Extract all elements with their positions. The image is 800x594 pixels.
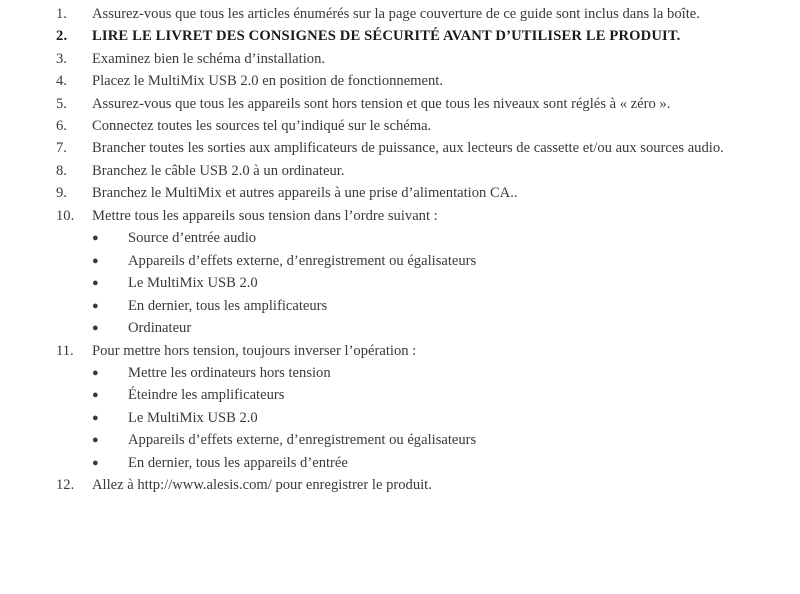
step-number: 1. — [56, 6, 67, 22]
list-item-safety-warning — [0, 25, 800, 47]
sub-list-item — [0, 384, 800, 407]
sub-item-text: Mettre les ordinateurs hors tension — [128, 364, 331, 381]
step-text: Assurez-vous que tous les appareils sont hors tension et que tous les niveaux sont réglés à « zéro ». — [92, 95, 671, 112]
bullet-icon: ● — [92, 456, 99, 469]
bullet-icon: ● — [92, 434, 99, 447]
bullet-icon: ● — [92, 322, 99, 335]
step-text: Brancher toutes les sorties aux amplificateurs de puissance, aux lecteurs de cassette et/ou aux sources audio. — [92, 140, 724, 157]
sub-item-text: En dernier, tous les appareils d’entrée — [128, 454, 348, 471]
step-number: 3. — [56, 50, 67, 67]
sub-list-item — [0, 250, 800, 273]
list-item — [0, 474, 800, 496]
step-text: Branchez le MultiMix et autres appareils à une prise d’alimentation CA.. — [92, 185, 518, 202]
bullet-icon: ● — [92, 232, 99, 245]
step-number: 9. — [56, 185, 67, 202]
step-text: Branchez le câble USB 2.0 à un ordinateur. — [92, 162, 345, 179]
list-item — [0, 205, 800, 227]
step-number: 10. — [56, 207, 75, 224]
step-text: LIRE LE LIVRET DES CONSIGNES DE SÉCURITÉ AVANT D’UTILISER LE PRODUIT. — [92, 28, 681, 45]
step-text: Assurez-vous que tous les articles énumérés sur la page couverture de ce guide sont inclus dans la boîte. — [92, 6, 700, 22]
step-number: 6. — [56, 118, 67, 135]
bullet-icon: ● — [92, 299, 99, 312]
sub-item-text: Source d’entrée audio — [128, 230, 257, 247]
list-item — [0, 48, 800, 70]
list-item — [0, 115, 800, 137]
step-number: 5. — [56, 95, 67, 112]
step-number: 4. — [56, 73, 67, 90]
step-text: Connectez toutes les sources tel qu’indiqué sur le schéma. — [92, 118, 432, 135]
list-item — [0, 70, 800, 92]
list-item — [0, 340, 800, 362]
sub-list-item — [0, 227, 800, 250]
step-number: 11. — [56, 342, 74, 359]
sub-item-text: Appareils d’effets externe, d’enregistrement ou égalisateurs — [128, 432, 477, 449]
list-item — [0, 3, 800, 25]
bullet-icon: ● — [92, 366, 99, 379]
bullet-icon: ● — [92, 254, 99, 267]
list-item — [0, 160, 800, 182]
bullet-icon: ● — [92, 277, 99, 290]
step-text: Mettre tous les appareils sous tension dans l’ordre suivant : — [92, 207, 438, 224]
sub-item-text: Appareils d’effets externe, d’enregistrement ou égalisateurs — [128, 252, 477, 269]
step-text: Pour mettre hors tension, toujours inverser l’opération : — [92, 342, 417, 359]
step-number: 12. — [56, 477, 75, 494]
bullet-icon: ● — [92, 389, 99, 402]
sub-list-item — [0, 317, 800, 340]
sub-list-item — [0, 407, 800, 430]
sub-item-text: Ordinateur — [128, 320, 192, 337]
sub-item-text: Le MultiMix USB 2.0 — [128, 409, 258, 426]
step-text: Placez le MultiMix USB 2.0 en position de fonctionnement. — [92, 73, 444, 90]
list-item — [0, 137, 800, 159]
step-text: Examinez bien le schéma d’installation. — [92, 50, 326, 67]
step-number: 7. — [56, 140, 67, 157]
sub-item-text: Le MultiMix USB 2.0 — [128, 275, 258, 292]
sub-item-text: Éteindre les amplificateurs — [128, 387, 285, 404]
step-text: Allez à http://www.alesis.com/ pour enregistrer le produit. — [92, 477, 432, 494]
list-item — [0, 93, 800, 115]
sub-list-item — [0, 295, 800, 318]
sub-list-item — [0, 362, 800, 385]
bullet-icon: ● — [92, 411, 99, 424]
sub-list-item — [0, 452, 800, 475]
step-number: 8. — [56, 162, 67, 179]
sub-item-text: En dernier, tous les amplificateurs — [128, 297, 328, 314]
sub-list-item — [0, 272, 800, 295]
list-item — [0, 182, 800, 204]
step-number: 2. — [56, 28, 68, 45]
sub-list-item — [0, 429, 800, 452]
instruction-list — [0, 3, 800, 497]
